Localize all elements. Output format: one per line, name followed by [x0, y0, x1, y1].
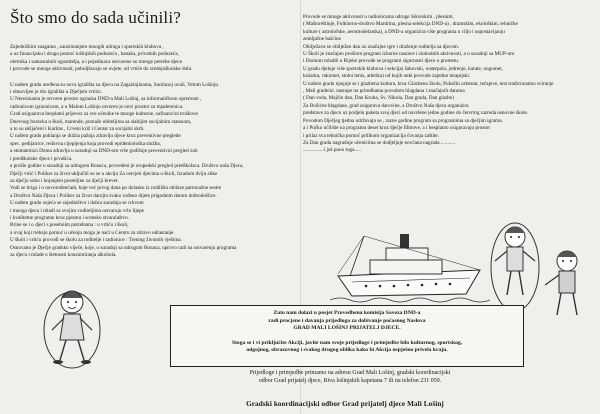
- text-line: a i Pučko učilište na programu deset kroz dječje filmove, a i besplatno osiguravaju prostor: [303, 125, 491, 132]
- text-line: U gradu djeluje više sportskih klubova i sekcija( šahovski, waterpolo, jedrenje, karate, nogomet,: [303, 65, 503, 72]
- text-line: Zajedničkim snagama , zauzimanjem mnogih udruga i sportskih klubova ,: [10, 44, 164, 50]
- text-line: i prilaz sva tehnička pomoć prilikom organizacija čuvanja zaštite.: [303, 132, 440, 139]
- text-line: za djecu i mlade o štetnosti konzumiranja alkohola.: [10, 251, 117, 258]
- text-line: i mnoga djeca i mladi sa svojim voditeljima ostvaruju vrlo lijepe: [10, 207, 144, 214]
- text-line: košarka, rukomet, stolni tenis, atletika) od kojih neki provode zajedno terapijski.: [303, 73, 471, 80]
- text-line: i Domom mladih u Rijeke provode se programi sigurnosti djece u prometu.: [303, 58, 460, 65]
- text-line: U školi i vrtiću provodi se školu za roditelje i radionice : Trening životnih vještina.: [10, 237, 182, 244]
- text-line: U našem gradu uređena su nova igrališta za djecu na Zagazinjinama, Sunčanoj uvali, Velom Lošinju: [10, 81, 218, 88]
- footer-signature: Gradski koordinacijski odbor Grad prijatelj djece Mali Lošinj: [246, 400, 444, 408]
- text-line: i obnovljen je dio igrališta u Dječjem vrtiću.: [10, 89, 102, 96]
- text-line: U našem gradu njeguje se i glazbena kultura, kroz Glazbenu školu, Puhački orkestar, tečajeve, test tradicionalno sviranje: [303, 80, 554, 87]
- text-line: U našem gradu osjeća se zajedništvo i dobra suradnja se crkvom: [10, 200, 144, 207]
- text-line: a to su ukljačeni i Karitas , Crveni križ i Centar za socijalni skrb.: [10, 126, 145, 133]
- text-line: U Nerezinama je otvoren prostor ogranka DND-a Mali Lošinj, sa informatičkom opremom ,: [10, 96, 202, 103]
- text-line: i predškolske djece i prvašića.: [10, 155, 73, 162]
- text-line: a stomatolozi Doma zdravlja u suradnji sa DND-om vrše godišnje preventivni pregled zub: [10, 148, 198, 155]
- text-line: Obilježava se obilježen dan uz značajne igre i druženje roditelja sa djecom.: [303, 43, 460, 50]
- text-line: U našem gradu poklanja se dužna pažnja zdravlju djece kroz preventivne preglede: [10, 133, 181, 140]
- text-line: Brine se i o djeci s posebnim potrebama : u vrtiću i školi,: [10, 222, 129, 229]
- right-text-column: [303, 14, 593, 155]
- text-line: Povodom Dječjeg tjedna održavaju se , razne godine program sa programima sa dječjim igrama.: [303, 117, 503, 124]
- text-line: a ovaj koji trebaju pomoć u učenju mogu je naći u Centru za zdravo odrastanje.: [10, 229, 175, 236]
- text-line: a Društvo Naša Djeca i Poliker za život darujiu svako rođeno dijete prigodnim darom dobrodošlice.: [10, 192, 217, 199]
- text-line: obrtnika i samostalnih ugostitelja, a i pojedinaca ostvarene su mnoge potrebe djece: [10, 58, 183, 65]
- notice-line-1: Zato nam dolazi u posjet Provedbena komisija Saveza DND-a: [273, 310, 421, 316]
- text-line: Vodi se briga i o novorođenčadi, koje već prvog dana po dolasku iz rodilišta obilaze patronažne sestre: [10, 185, 222, 192]
- text-line: spec. pedijatrice, redovna cijepljenja koja provodi epidemiološka služba,: [10, 140, 161, 147]
- text-line: a uz financijsku i drugu pomoć lošinjskih poduzeća , banaka, privatnih poduzeća,: [10, 51, 179, 58]
- text-line: predstave za djecu uz podjelu paketa svoj djeci od navršene jedne godine do četvrtog razreda osnovne škole.: [303, 110, 529, 117]
- text-line: U Školi je značajno proširen program izborne nastave i slobodnih aktivnosti, a u suradnji sa MUP-om: [303, 51, 515, 58]
- notice-line-3: GRAD MALI LOŠINJ PRIJATELJ DJECE.: [293, 325, 401, 332]
- child-skipping-rope-illustration: [30, 272, 130, 372]
- text-line: Provode se mnoge aktivnosti u radionicama udruge Sikorskim , plesnim,: [303, 14, 454, 20]
- text-line: a prošle godine u suradnji sa udrugom Bonaca, provedeni je oropedski pregled predškolaca. Društvo naša Djeca,: [10, 163, 244, 170]
- ship-illustration: [330, 216, 490, 306]
- text-line: [10, 74, 300, 82]
- page-title: Što smo do sada učinili?: [10, 8, 182, 27]
- text-line: i provode se mnoge aktivnosti, poboljšavaju se uvjete, od vrtiće do srednjoškolske dobi.: [10, 66, 193, 73]
- text-line: i kvalitetne programe kroz pjesmu i scensko stvaralaštvo.: [10, 214, 129, 221]
- text-line: , Mali gradeini, nastupe na priredbama povodom blagdana i značajnih datuma: [303, 88, 465, 95]
- contact-info: [180, 370, 520, 385]
- text-line: Dječji vrtić i Poliker za život uključili su se u akciju Za ostvjeti djecima u školi, Izradom dviju slike: [10, 170, 218, 177]
- text-line: za dječju sobu i bojanjem posteljine za dječji krevet.: [10, 177, 119, 184]
- notice-line-4: Stoga se i vi priključite Akciji, javite nam svoje prijedloge i primjedbe bilo kulturnog, sportskog,: [231, 339, 463, 346]
- text-line: radionicom igraonicom, a u Malom Lošinju otvoren je novi prostor za mjaderenicu.: [10, 103, 184, 110]
- text-line: kulture ( astrolofske, aeromodelarska), a DND-a organizira više programa u cilju i uspostavljanju: [303, 28, 505, 35]
- contact-line-2: odbor Grad prijatelj djece, Riva lošinjskih kapetana 7 ili na telefon 231 059.: [258, 377, 442, 384]
- text-line: Za Božićne blagdane, grad osigurava darovine, a Društvo Naša djeca organizira: [303, 102, 469, 109]
- left-text-column: [10, 44, 300, 259]
- text-line: ( Maštoreštinje, Folklorno-društvo Mardrina, plesna selekcija DND-a) , dramskim, ekološkim, tehničke: [303, 21, 518, 28]
- text-line: Grad osiguarava besplatni prijevoz za sve učenike te mnoge kulturne, sufinancira troškove: [10, 111, 198, 118]
- text-line: Za Dan grada nagrađuje učenicima se dodjeljuje novčana nagrada ...........: [303, 139, 456, 146]
- text-line: zemljačne bašćine: [303, 36, 341, 43]
- notice-line-5: odgojnog, obrazovnog i svakog drugog oblika kako bi Akcija uspješno privela kraju.: [246, 347, 448, 354]
- text-line: Osnovano je Dječje gradsko vijeće, koje, u suradnji sa udrugom Bonaca, uprovo radi na ostvarenju programa: [10, 244, 237, 251]
- contact-line-1: Prijedloge i primjedbe primamo na adresu Grad Mali Lošinj, gradski koordinacijski: [249, 370, 451, 376]
- text-line: Dnevnog boravka u školi, marende, pomaže obiteljima sa slabijim socijalnim statusom,: [10, 118, 192, 125]
- text-line: ................i još puno toga.....: [303, 147, 361, 154]
- text-line: ( Dan voda, Majčin dan, Dan Kruha, Sv. Nikola, Dan grada, Dan glazbe): [303, 95, 454, 102]
- notice-box: [170, 305, 524, 367]
- notice-line-2: radi procjene i davanja prijedloga za dobivanje počasnog Naslova: [268, 317, 426, 324]
